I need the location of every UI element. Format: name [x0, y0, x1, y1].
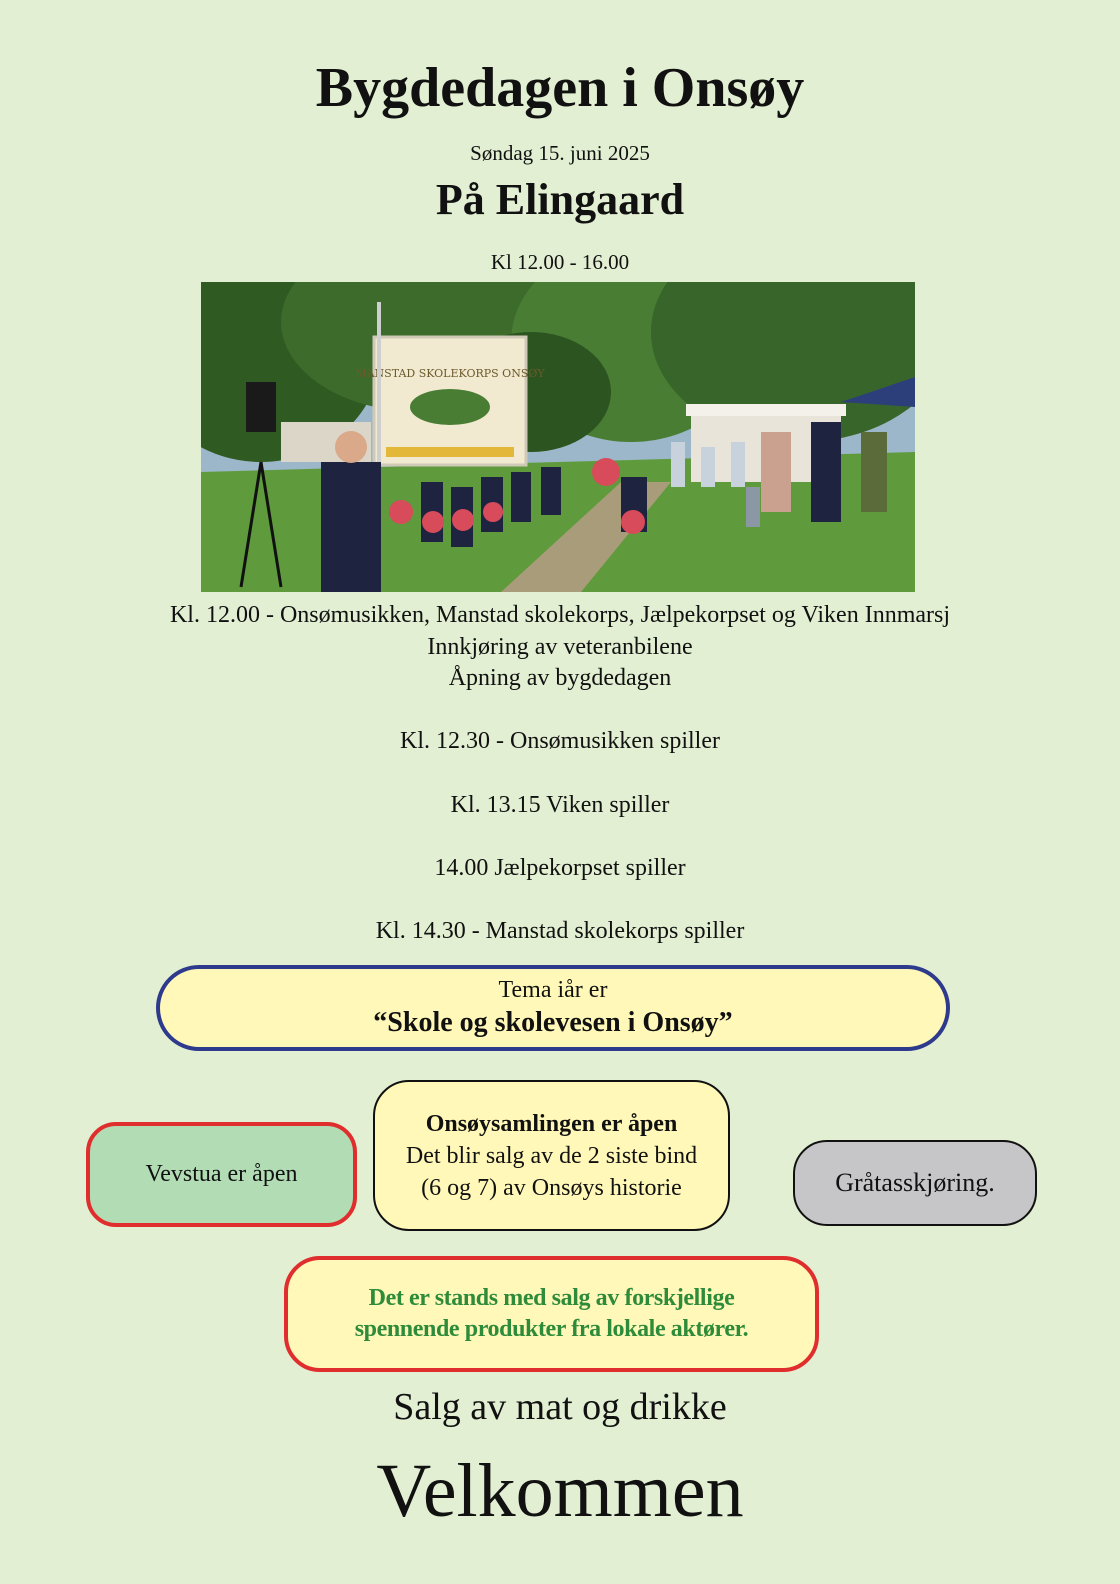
- poster-title: Bygdedagen i Onsøy: [315, 57, 805, 119]
- food-sale-text: Salg av mat og drikke: [393, 1386, 727, 1428]
- vevstua-text: Vevstua er åpen: [145, 1161, 298, 1187]
- program-line-6: 14.00 Jælpekorpset spiller: [434, 854, 686, 881]
- gratass-box: [793, 1140, 1037, 1226]
- stands-line-1: Det er stands med salg av forskjellige: [368, 1285, 735, 1311]
- stands-box: [284, 1256, 819, 1372]
- program-line-5: Kl. 13.15 Viken spiller: [450, 791, 670, 818]
- theme-title: “Skole og skolevesen i Onsøy”: [373, 1007, 733, 1038]
- program-schedule: [0, 600, 1120, 948]
- theme-intro: Tema iår er: [498, 977, 608, 1003]
- program-line-3: Åpning av bygdedagen: [448, 665, 672, 692]
- program-line-2: Innkjøring av veteranbilene: [427, 633, 693, 660]
- program-line-4: Kl. 12.30 - Onsømusikken spiller: [400, 728, 720, 755]
- gratass-text: Gråtasskjøring.: [835, 1168, 995, 1197]
- program-line-1: Kl. 12.00 - Onsømusikken, Manstad skolekorps, Jælpekorpset og Viken Innmarsj: [169, 602, 951, 628]
- event-hours: Kl 12.00 - 16.00: [490, 250, 630, 274]
- event-venue: På Elingaard: [435, 175, 685, 224]
- event-photo: [201, 282, 915, 592]
- onsoysamlingen-title: Onsøysamlingen er åpen: [425, 1110, 678, 1137]
- welcome-text: Velkommen: [376, 1449, 744, 1533]
- theme-box: [156, 965, 950, 1051]
- stands-line-2: spennende produkter fra lokale aktører.: [354, 1316, 749, 1342]
- onsoysamlingen-line-2: (6 og 7) av Onsøys historie: [421, 1174, 682, 1201]
- onsoysamlingen-line-1: Det blir salg av de 2 siste bind: [405, 1142, 698, 1169]
- banner-text: MANSTAD SKOLEKORPS ONSØY: [355, 367, 545, 380]
- vevstua-box: [86, 1122, 357, 1227]
- onsoysamlingen-box: [373, 1080, 730, 1231]
- program-line-7: Kl. 14.30 - Manstad skolekorps spiller: [375, 917, 745, 944]
- event-date: Søndag 15. juni 2025: [470, 141, 650, 165]
